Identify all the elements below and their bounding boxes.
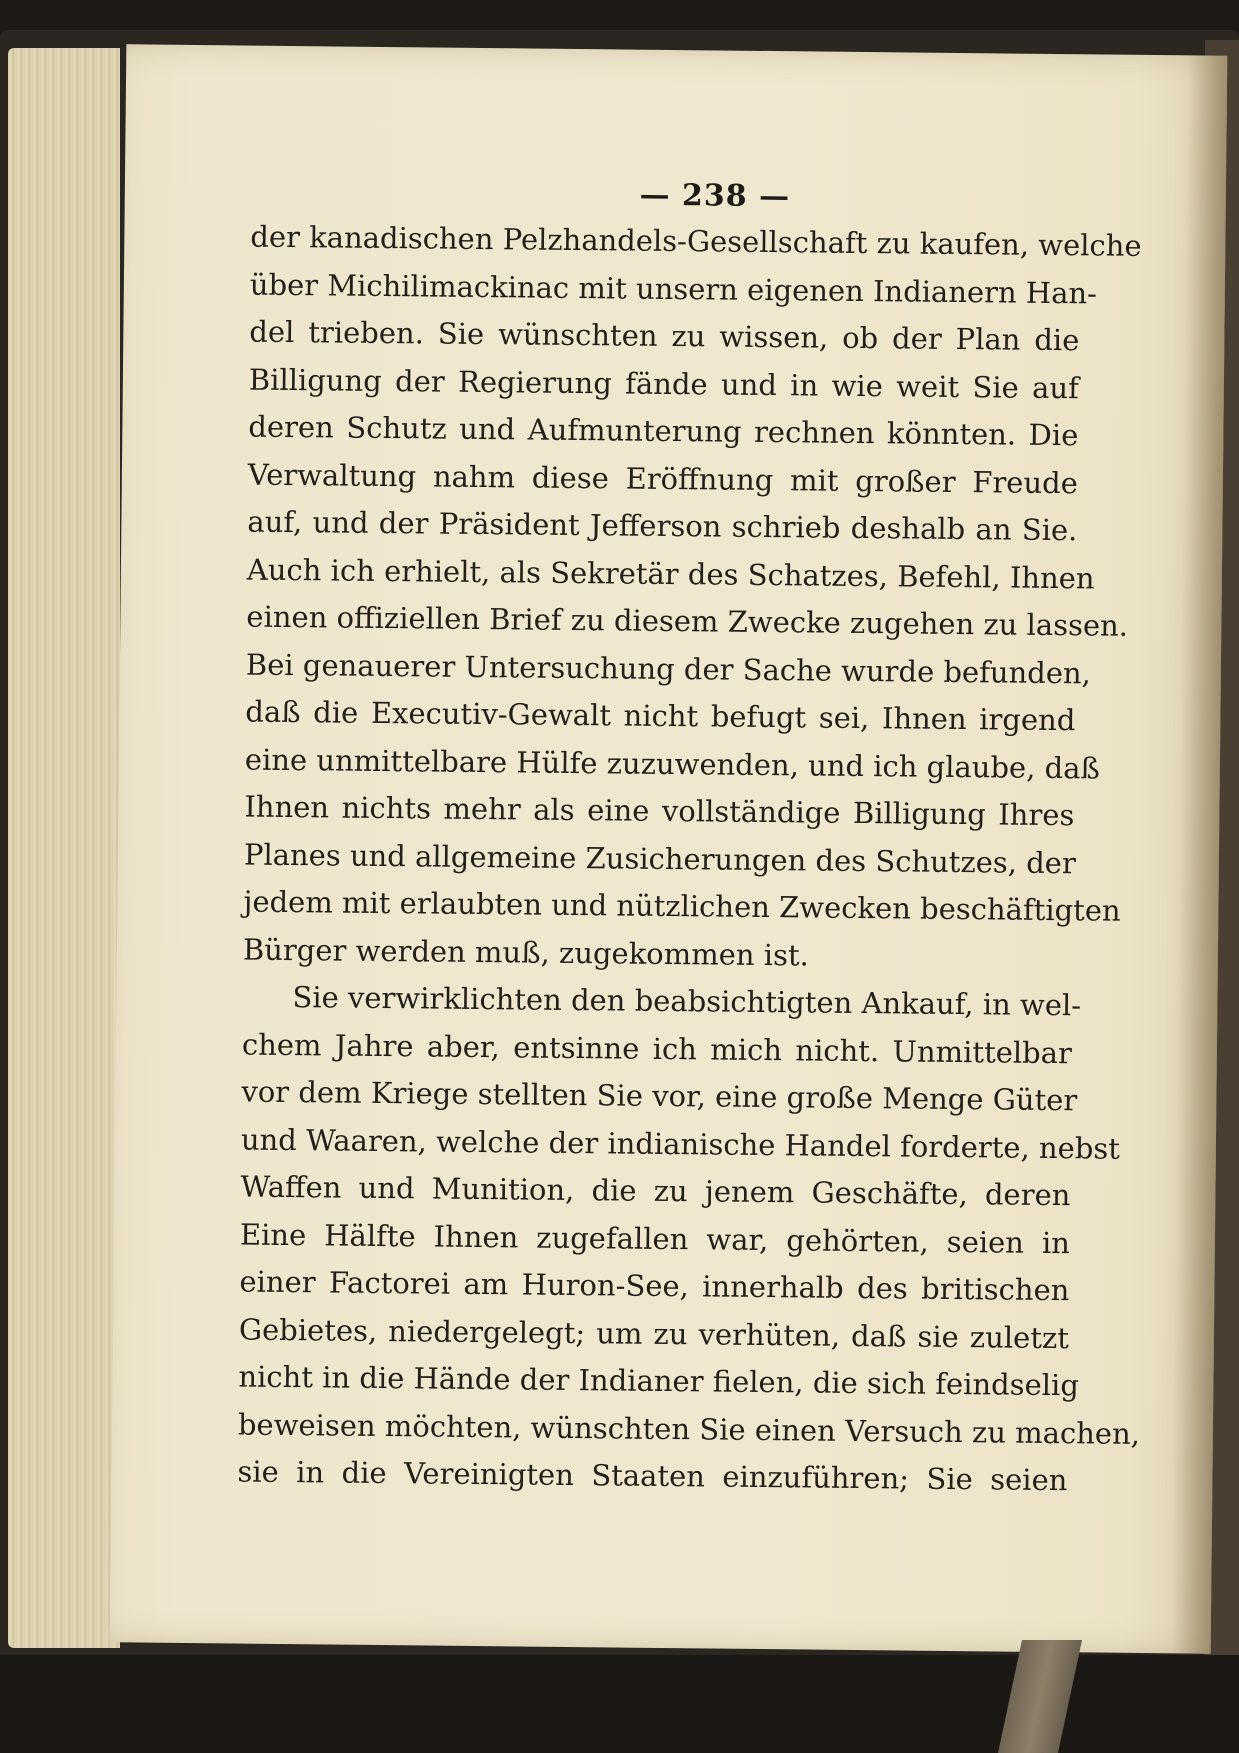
text-line: vor dem Kriege stellten Sie vor, eine große Menge Güter <box>241 1074 1078 1118</box>
text-line: Gebietes, niedergelegt; um zu verhüten, daß sie zuletzt <box>238 1312 1070 1355</box>
text-line: einen offiziellen Brief zu diesem Zwecke zugehen zu lassen. <box>246 599 1129 643</box>
text-line: und Waaren, welche der indianische Handel forderte, nebst <box>240 1122 1121 1166</box>
text-line: Billigung der Regierung fände und in wie weit Sie auf <box>248 362 1080 405</box>
text-line: Eine Hälfte Ihnen zugefallen war, gehörten, seien in <box>239 1217 1071 1260</box>
text-line: deren Schutz und Aufmunterung rechnen könnten. Die <box>248 409 1079 453</box>
text-line: jedem mit erlaubten und nützlichen Zwecken beschäftigten <box>243 884 1121 928</box>
text-line: Auch ich erhielt, als Sekretär des Schatzes, Befehl, Ihnen <box>246 552 1095 595</box>
text-line: einer Factorei am Huron-See, innerhalb des britischen <box>239 1264 1070 1308</box>
text-line: Planes und allgemeine Zusicherungen des Schutzes, der <box>243 837 1076 880</box>
text-line: eine unmittelbare Hülfe zuzuwenden, und ich glaube, daß <box>244 742 1101 786</box>
page-number: — 238 — <box>639 177 791 215</box>
text-line: daß die Executiv-Gewalt nicht befugt sei, Ihnen irgend <box>245 694 1076 738</box>
text-line: Sie verwirklichten den beabsichtigten Ankauf, in wel- <box>292 980 1082 1023</box>
book-page <box>110 44 1228 1653</box>
text-line: Bei genauerer Untersuchung der Sache wurde befunden, <box>245 647 1092 690</box>
text-line: del trieben. Sie wünschten zu wissen, ob der Plan die <box>249 314 1080 358</box>
text-line: Bürger werden muß, zugekommen ist. <box>242 932 809 972</box>
text-line: beweisen möchten, wünschten Sie einen Versuch zu machen, <box>237 1407 1141 1451</box>
text-line: Waffen und Munition, die zu jenem Geschäfte, deren <box>240 1169 1071 1213</box>
page-edges <box>8 48 120 1648</box>
text-line: sie in die Vereinigten Staaten einzuführen; Sie seien <box>237 1454 1068 1498</box>
text-line: nicht in die Hände der Indianer fielen, die sich feindselig <box>238 1359 1080 1403</box>
text-line: chem Jahre aber, entsinne ich mich nicht. Unmittelbar <box>241 1027 1073 1070</box>
text-line: auf, und der Präsident Jefferson schrieb deshalb an Sie. <box>247 504 1078 548</box>
text-line: der kanadischen Pelzhandels-Gesellschaft zu kaufen, welche <box>250 219 1142 263</box>
text-line: über Michilimackinac mit unsern eigenen Indianern Han- <box>249 267 1098 310</box>
text-line: Verwaltung nahm diese Eröffnung mit großer Freude <box>247 457 1079 500</box>
text-line: Ihnen nichts mehr als eine vollständige Billigung Ihres <box>244 789 1075 833</box>
body-text <box>237 214 1142 1505</box>
